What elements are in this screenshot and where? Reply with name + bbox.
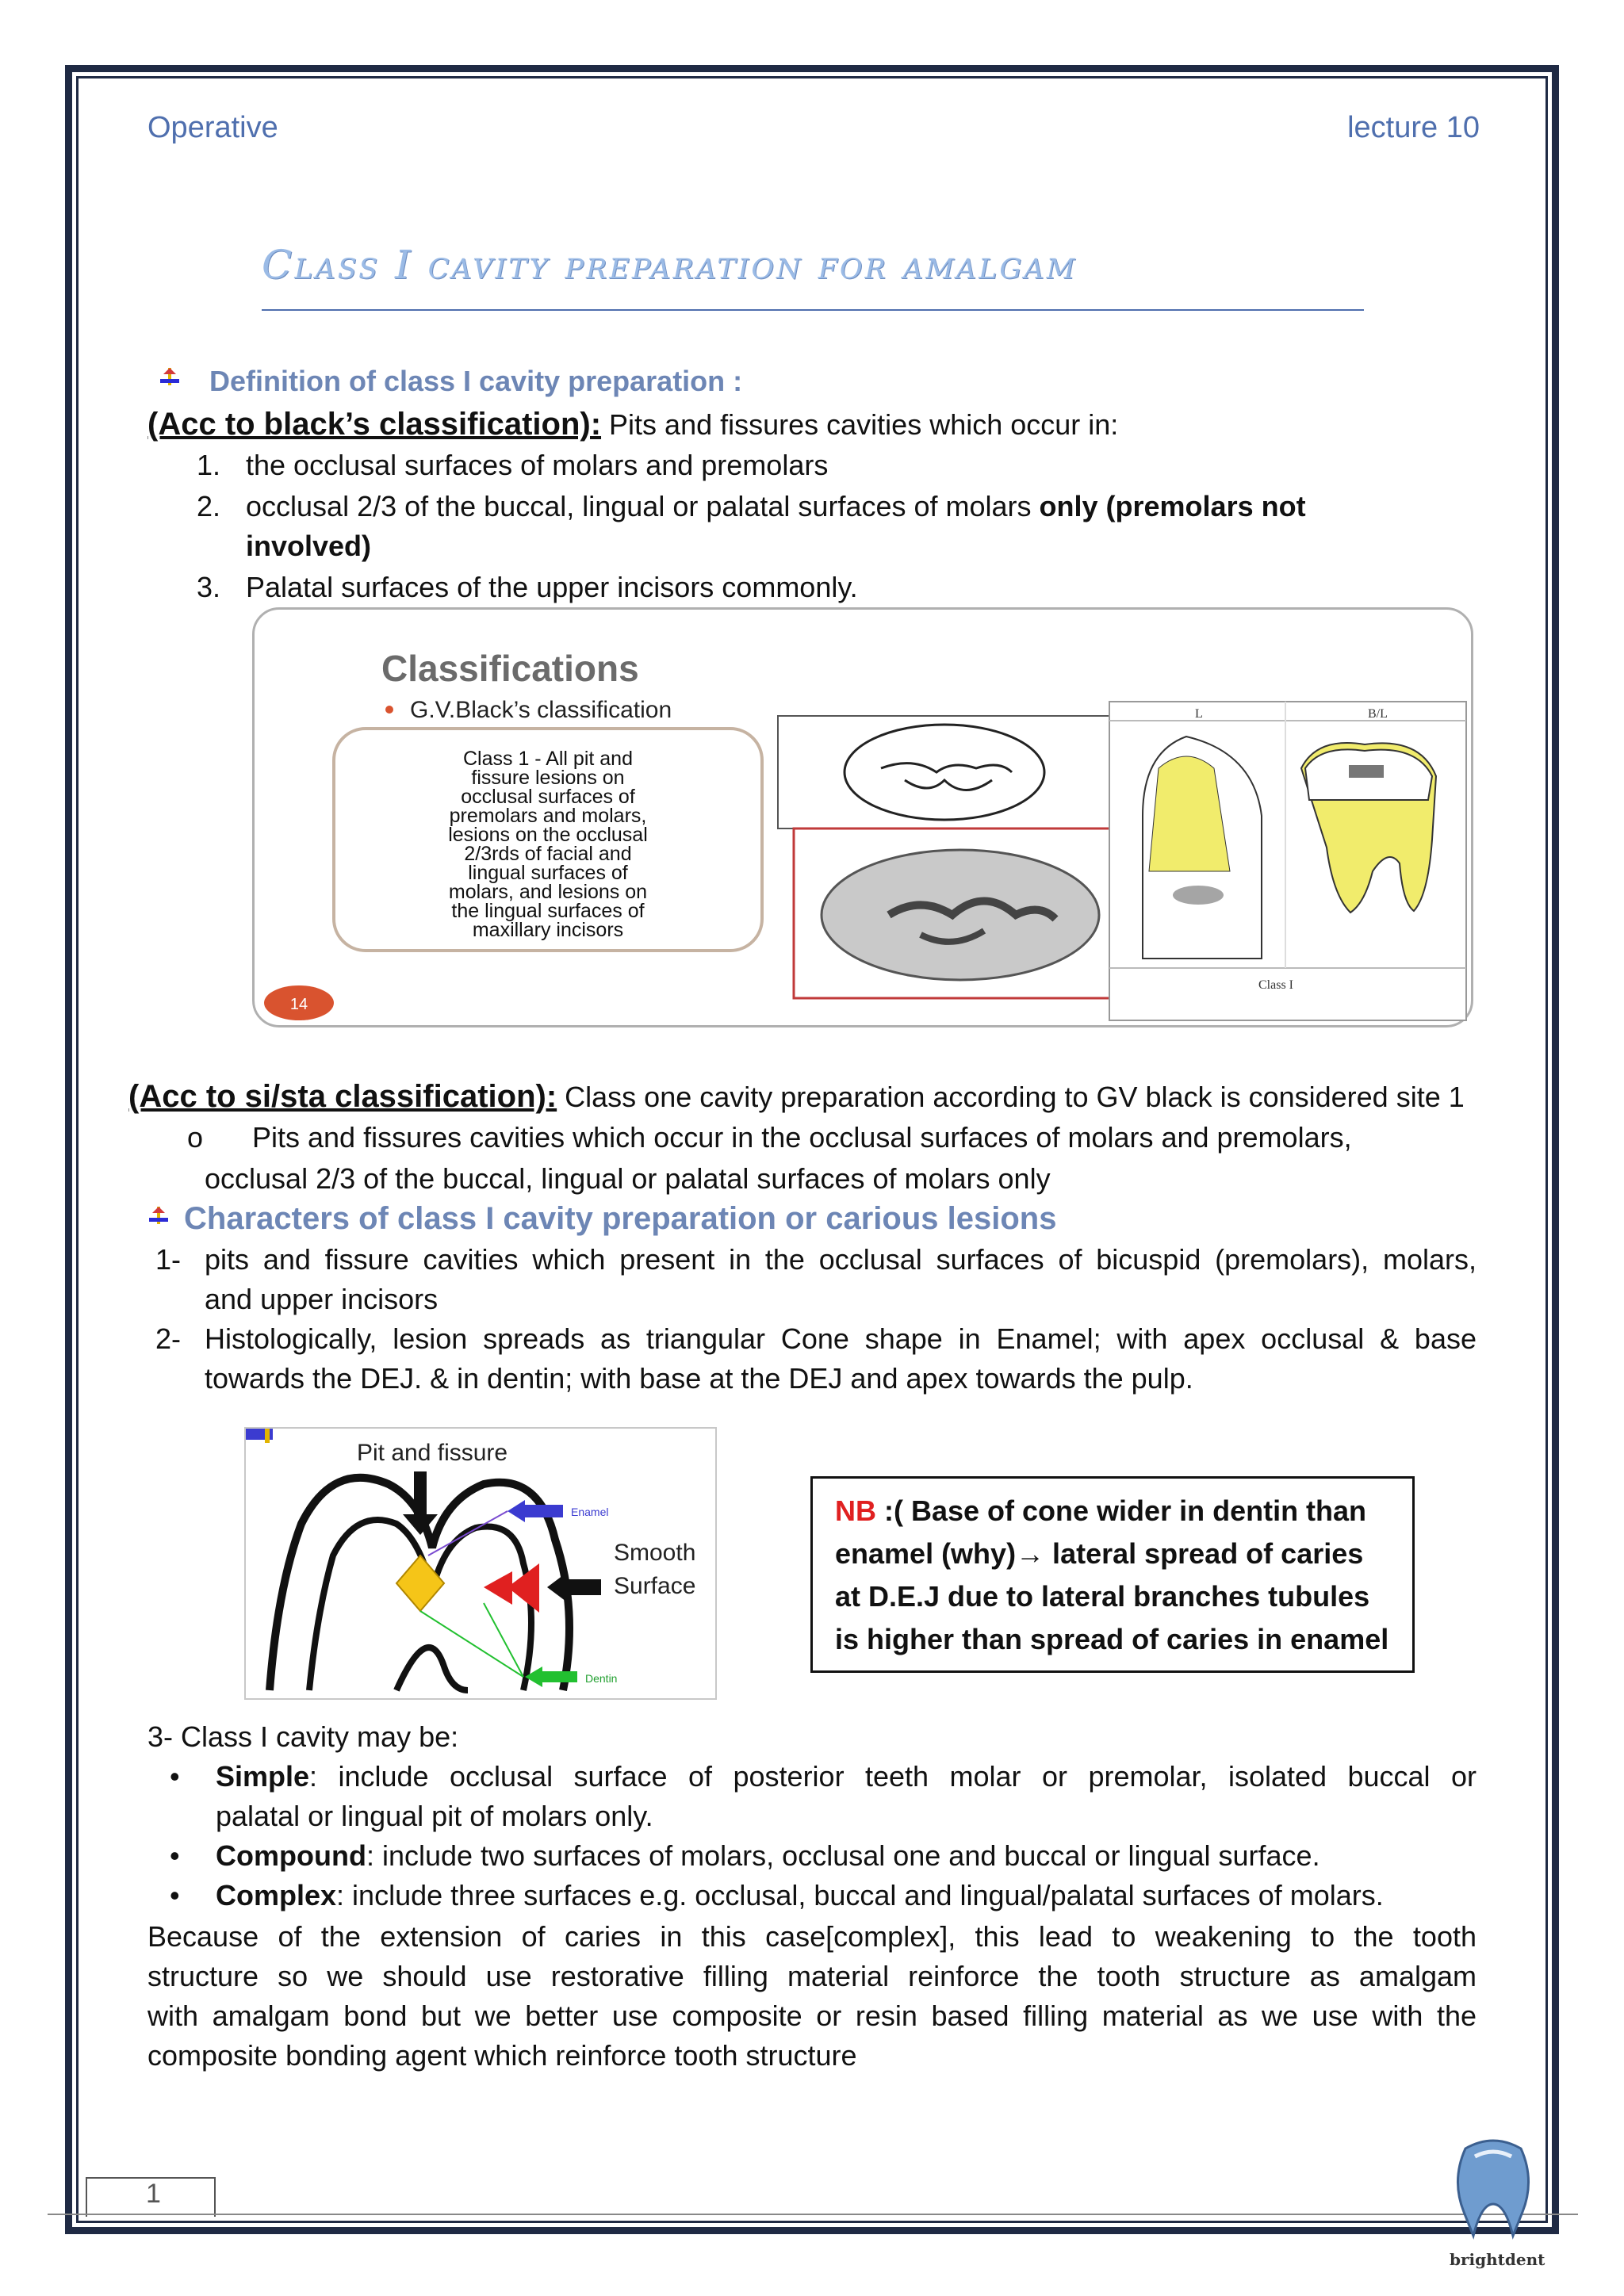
label-class: Class I [1258,978,1293,992]
slide-callout-text [448,748,648,941]
char-item-1-num: 1- [155,1243,182,1276]
char-item-1-line-2: and upper incisors [205,1283,439,1315]
sista-line-2: occlusal 2/3 of the buccal, lingual or palatal surfaces of molars only [205,1162,1051,1195]
def-item-1-text: the occlusal surfaces of molars and premolars [246,449,829,481]
nb-line-3: at D.E.J due to lateral branches tubules [835,1580,1370,1613]
arrow-bullet-icon [147,1205,170,1227]
simple-line-1 [216,1757,1477,1797]
para-line-2: structure so we should use restorative filling material reinforce the tooth structure as amalgam [147,1960,1477,1992]
svg-text:lingual surfaces of: lingual surfaces of [468,862,628,884]
compound-text: : include two surfaces of molars, occlusal one and buccal or lingual surface. [366,1839,1320,1872]
types-bullet-compound: • [170,1839,180,1872]
page-title: Class I cavity preparation for amalgam [262,242,1078,288]
simple-text: : include occlusal surface of posterior teeth molar or premolar, isolated buccal or [309,1760,1477,1793]
classification-slide-image [252,607,1473,1027]
compound-line [216,1836,1320,1876]
def-item-1-num: 1. [197,449,221,481]
sista-label: (Acc to si/sta classification): [128,1079,557,1114]
title-underline [262,309,1364,311]
sista-bullet: o [187,1121,204,1154]
smooth-label-1: Smooth [614,1540,696,1566]
svg-text:premolars and molars,: premolars and molars, [449,805,647,827]
slide-bullet [385,706,393,714]
compound-label: Compound [216,1839,366,1872]
pit-label: Pit and fissure [357,1440,508,1466]
svg-text:Class 1 - All pit and: Class 1 - All pit and [463,748,633,770]
sista-line [128,1077,1465,1117]
char-item-2-line-1: Histologically, lesion spreads as triangular Cone shape in Enamel; with apex occlusal & base [205,1322,1477,1355]
slide-title: Classifications [381,648,639,689]
char-item-1-line-1: pits and fissure cavities which present in the occlusal surfaces of bicuspid (premolars), molars, [205,1243,1477,1276]
para-line-4: composite bonding agent which reinforce tooth structure [147,2039,857,2072]
black-label: (Acc to black’s classification): [147,407,602,442]
sista-line-1: Pits and fissures cavities which occur in the occlusal surfaces of molars and premolars, [252,1121,1352,1154]
def-item-2-num: 2. [197,490,221,522]
types-intro: 3- Class I cavity may be: [147,1720,459,1753]
complex-line [216,1876,1384,1915]
header-right: lecture 10 [1347,111,1480,144]
characters-heading: Characters of class I cavity preparation or carious lesions [184,1201,1057,1236]
pit-fissure-graphic [246,1429,715,1698]
def-item-2-bold: only (premolars not [1039,490,1306,522]
complex-label: Complex [216,1879,337,1911]
nb-note-box [810,1476,1415,1673]
page-number: 1 [86,2177,216,2217]
char-item-2-line-2: towards the DEJ. & in dentin; with base at the DEJ and apex towards the pulp. [205,1362,1193,1395]
enamel-label: Enamel [571,1506,609,1518]
def-item-3-num: 3. [197,571,221,603]
slide-page-number: 14 [289,996,308,1013]
types-bullet-complex: • [170,1879,180,1911]
black-text: Pits and fissures cavities which occur in: [601,408,1119,441]
para-line-3: with amalgam bond but we better use composite or resin based filling material as we use with the [147,1999,1477,2032]
brightdent-logo-text: brightdent [1450,2250,1545,2269]
header-left: Operative [147,111,278,144]
smooth-label-2: Surface [614,1573,696,1599]
def-item-2-plain: occlusal 2/3 of the buccal, lingual or palatal surfaces of molars [246,490,1040,522]
nb-line-1-text: :( Base of cone wider in dentin than [876,1494,1367,1527]
char-item-2-num: 2- [155,1322,182,1355]
nb-prefix: NB [835,1494,876,1527]
arrow-bullet-icon [159,366,181,388]
def-item-3-text: Palatal surfaces of the upper incisors commonly. [246,571,858,603]
svg-text:occlusal surfaces of: occlusal surfaces of [461,786,635,808]
svg-text:lesions on the occlusal: lesions on the occlusal [448,824,648,846]
sista-text: Class one cavity preparation according to GV black is considered site 1 [557,1081,1465,1113]
simple-line-2: palatal or lingual pit of molars only. [216,1800,653,1832]
nb-line-2: enamel (why)→ lateral spread of caries [835,1537,1364,1570]
nb-line-1 [835,1490,1412,1533]
nb-line-4: is higher than spread of caries in enamel [835,1623,1389,1655]
label-bl: B/L [1368,707,1388,721]
svg-text:maxillary incisors: maxillary incisors [472,919,624,941]
brightdent-tooth-logo-icon [1450,2133,1537,2244]
types-bullet-simple: • [170,1760,180,1793]
svg-text:molars, and lesions on: molars, and lesions on [448,881,648,903]
dentin-label: Dentin [585,1672,618,1685]
classification-slide-graphic [255,610,1471,1025]
svg-text:the lingual surfaces of: the lingual surfaces of [451,900,645,922]
definition-heading: Definition of class I cavity preparation : [209,365,743,397]
def-item-2-cont: involved) [246,530,372,562]
label-l: L [1195,707,1203,721]
pit-fissure-diagram [244,1427,717,1700]
footer-rule [48,2214,1578,2215]
slide-subtitle: G.V.Black’s classification [410,697,672,723]
svg-text:fissure lesions on: fissure lesions on [471,767,625,789]
simple-label: Simple [216,1760,310,1793]
complex-text: : include three surfaces e.g. occlusal, buccal and lingual/palatal surfaces of molars. [336,1879,1384,1911]
black-classification-line [147,404,1118,445]
def-item-2-text [246,487,1306,526]
svg-text:2/3rds of facial and: 2/3rds of facial and [464,843,632,865]
para-line-1: Because of the extension of caries in this case[complex], this lead to weakening to the tooth [147,1920,1477,1953]
